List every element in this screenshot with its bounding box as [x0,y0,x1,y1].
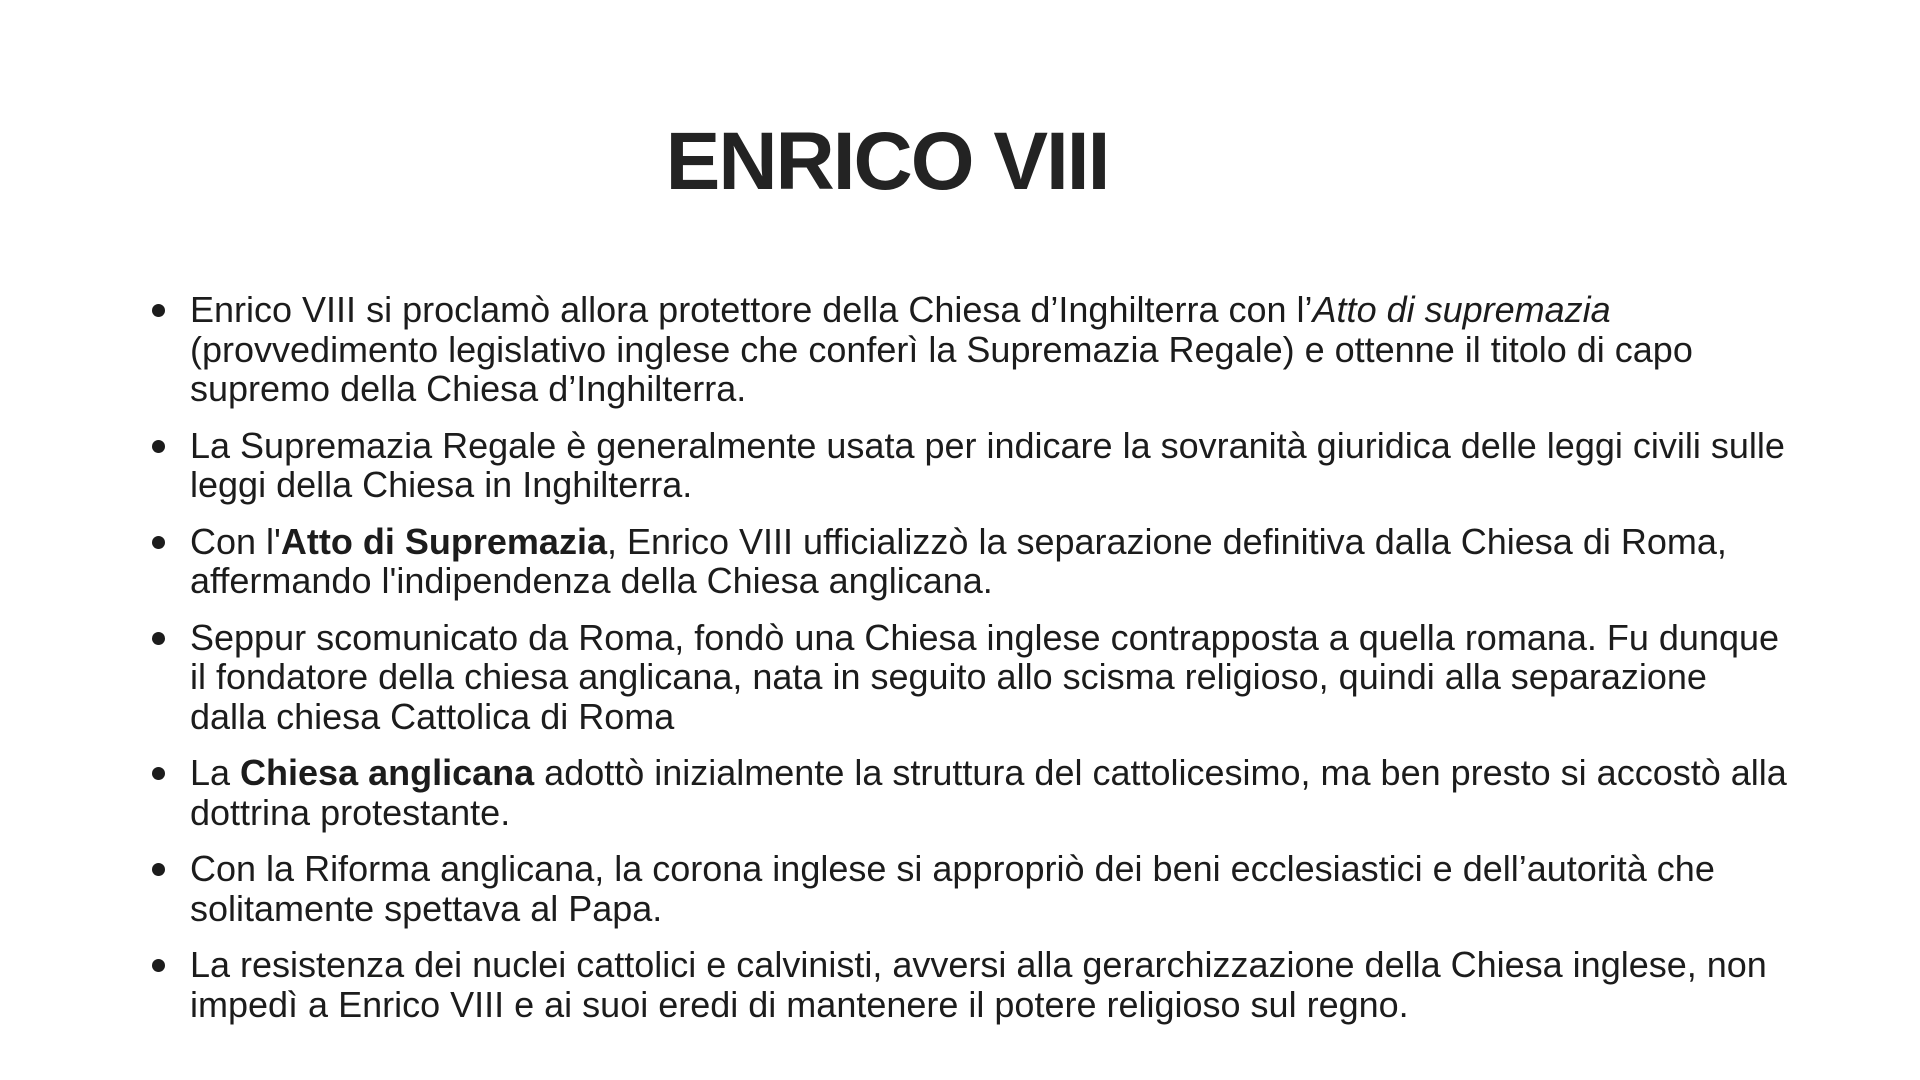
bullet-text-segment: Enrico VIII si proclamò allora protettore della Chiesa d’Inghilterra con l’ [190,289,1313,330]
bullet-text [190,944,1767,1025]
bullet-icon [152,440,165,453]
bullet-text [190,425,1785,506]
bullet-text-segment: (provvedimento legislativo inglese che conferì la Supremazia Regale) e ottenne il titolo di capo supremo della Chiesa d’Inghilterra. [190,328,1693,409]
bullet-icon [152,536,165,549]
bullet-text [190,289,1693,409]
bullet-icon [152,632,165,645]
bullet-text-segment: Seppur scomunicato da Roma, fondò una Chiesa inglese contrapposta a quella romana. Fu dunque il fondatore della chiesa anglicana, nata in seguito allo scisma religioso, quindi alla separazione dalla chiesa Cattolica di Roma [190,616,1780,737]
bullet-text-segment: Con la Riforma anglicana, la corona inglese si appropriò dei beni ecclesiastici e dell’autorità che solitamente spettava al Papa. [190,848,1715,929]
slide-title: ENRICO VIII [665,116,1109,207]
bullet-item [148,290,1788,409]
bullet-icon [152,959,165,972]
bullet-item [148,849,1788,928]
bullet-text-segment: La resistenza dei nuclei cattolici e calvinisti, avversi alla gerarchizzazione della Chiesa inglese, non impedì a Enrico VIII e ai suoi eredi di mantenere il potere religioso sul regno. [190,944,1767,1025]
bullet-text [190,848,1715,929]
bullet-text-segment: La [190,752,241,793]
bullet-text-bold: Atto di Supremazia [280,520,607,562]
bullet-item [148,618,1788,737]
bullet-text-bold: Chiesa anglicana [240,752,535,793]
bullet-item [148,522,1788,601]
bullet-text [190,617,1779,737]
bullet-text-segment: Con l' [190,520,281,562]
bullet-icon [152,304,165,317]
bullet-text-italic: Atto di supremazia [1312,289,1611,330]
bullet-list [148,290,1788,1041]
bullet-text-segment: , Enrico VIII ufficializzò la separazione definitiva dalla Chiesa di Roma, affermando l'indipendenza della Chiesa anglicana. [190,520,1727,601]
bullet-text [190,752,1787,833]
bullet-text-segment: adottò inizialmente la struttura del cattolicesimo, ma ben presto si accostò alla dottrina protestante. [190,752,1787,833]
bullet-text [190,521,1727,602]
bullet-item [148,426,1788,505]
bullet-item [148,945,1788,1024]
bullet-icon [152,863,165,876]
bullet-text-segment: La Supremazia Regale è generalmente usata per indicare la sovranità giuridica delle leggi civili sulle leggi della Chiesa in Inghilterra. [190,424,1785,505]
bullet-item [148,753,1788,832]
bullet-icon [152,767,165,780]
